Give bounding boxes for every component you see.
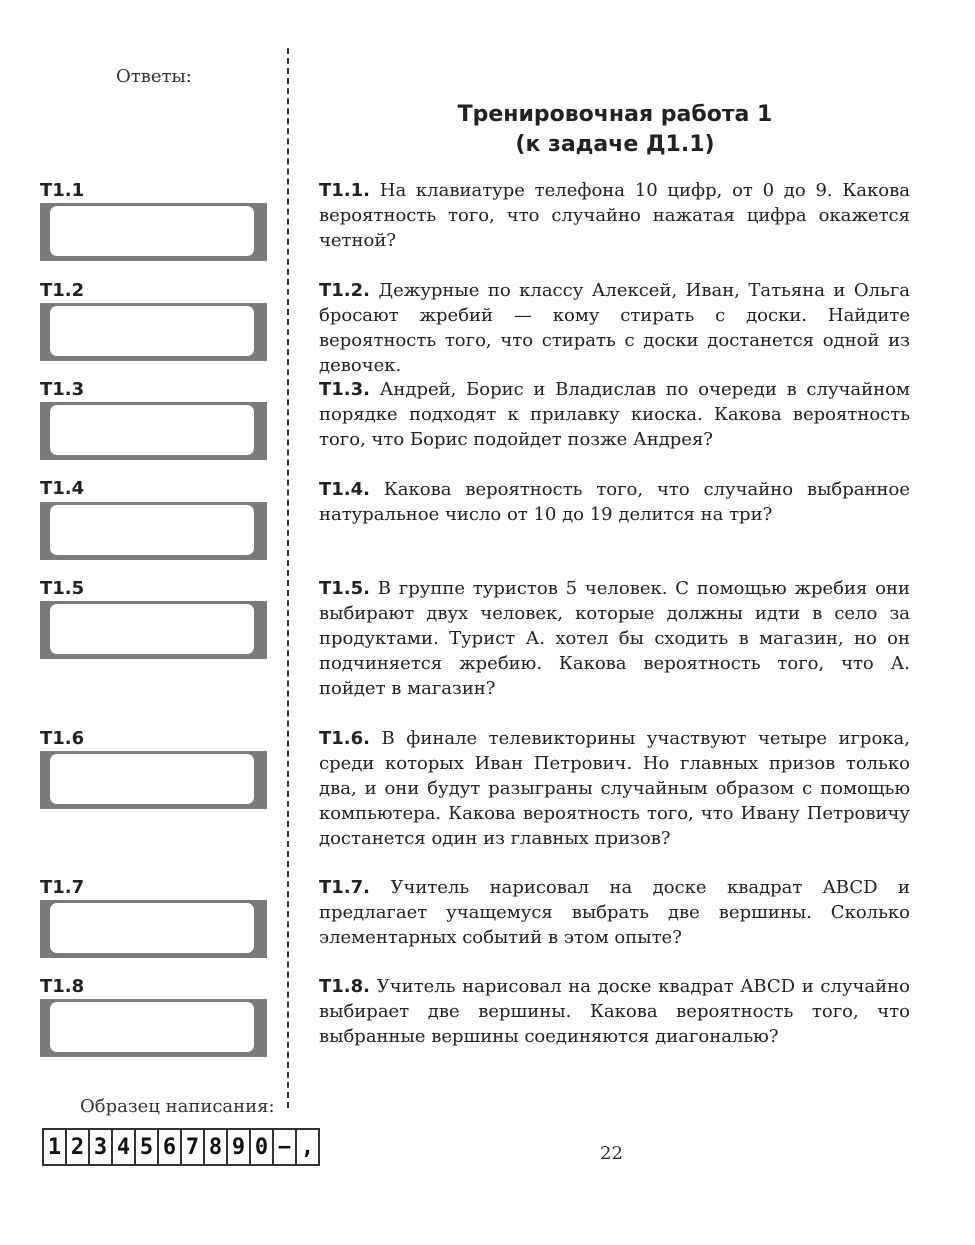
answer-box-t1-4[interactable] [40,502,267,560]
answer-box-t1-8[interactable] [40,999,267,1057]
answer-box-t1-7[interactable] [40,900,267,958]
task-text: Учитель нарисовал на доске квадрат ABCD и предлагает учащемуся выбрать две вершины. Сколько элементарных событий в этом опыте? [319,877,910,948]
task-number: Т1.8. [319,976,371,997]
task-number: Т1.5. [319,578,371,599]
answer-field[interactable] [50,1002,254,1052]
task-text: Какова вероятность того, что случайно выбранное натуральное число от 10 до 19 делится на три? [319,479,910,525]
answer-label-t1-1: Т1.1 [40,180,85,201]
dashed-divider [287,48,289,1108]
task-text: Дежурные по классу Алексей, Иван, Татьяна и Ольга бросают жребий — кому стирать с доски. Найдите вероятность того, что стирать с доски достанется одной из девочек. [319,280,910,376]
answer-box-t1-3[interactable] [40,402,267,460]
sample-digit: 9 [226,1128,251,1166]
answer-label-t1-3: Т1.3 [40,379,85,400]
sample-digit: 8 [203,1128,228,1166]
title-line-1: Тренировочная работа 1 [457,102,773,127]
task-text: В финале телевикторины участвуют четыре игрока, среди которых Иван Петрович. Но главных призов только два, и они будут разыграны случайным образом с помощью компьютера. Какова вероятность того, что Ивану Петровичу достанется один из главных призов? [319,728,910,849]
answers-heading: Ответы: [116,66,192,87]
answer-field[interactable] [50,903,254,953]
task-t1-4 [319,477,910,527]
task-number: Т1.2. [319,280,371,301]
title-line-2: (к задаче Д1.1) [515,132,715,157]
answer-field[interactable] [50,604,254,654]
sample-label: Образец написания: [80,1096,275,1117]
sample-digit: 1 [42,1128,67,1166]
answer-field[interactable] [50,405,254,455]
page-number: 22 [600,1143,623,1164]
answer-label-t1-4: Т1.4 [40,478,85,499]
answer-label-t1-5: Т1.5 [40,578,85,599]
answer-label-t1-2: Т1.2 [40,280,85,301]
task-text: На клавиатуре телефона 10 цифр, от 0 до 9. Какова вероятность того, что случайно нажатая цифра окажется четной? [319,180,910,251]
sample-digit: 4 [111,1128,136,1166]
answer-label-t1-8: Т1.8 [40,976,85,997]
sample-digit: 7 [180,1128,205,1166]
answer-box-t1-6[interactable] [40,751,267,809]
task-t1-3 [319,377,910,452]
task-number: Т1.7. [319,877,371,898]
answer-field[interactable] [50,754,254,804]
sample-digit: − [272,1128,297,1166]
task-number: Т1.6. [319,728,371,749]
task-text: Андрей, Борис и Владислав по очереди в случайном порядке подходят к прилавку киоска. Какова вероятность того, что Борис подойдет позже Андрея? [319,379,910,450]
sample-digit: 5 [134,1128,159,1166]
sample-digit: 0 [249,1128,274,1166]
task-text: Учитель нарисовал на доске квадрат ABCD и случайно выбирает две вершины. Какова вероятность того, что выбранные вершины соединяются диагональю? [319,976,911,1047]
task-t1-1 [319,178,910,253]
sample-digit: , [295,1128,320,1166]
task-number: Т1.3. [319,379,371,400]
sample-digit: 3 [88,1128,113,1166]
sample-digit: 6 [157,1128,182,1166]
task-number: Т1.1. [319,180,371,201]
answer-field[interactable] [50,206,254,256]
answer-field[interactable] [50,306,254,356]
task-t1-7 [319,875,910,950]
task-t1-2 [319,278,910,378]
page-title [440,100,790,160]
sample-digits [42,1128,318,1166]
task-text: В группе туристов 5 человек. С помощью жребия они выбирают двух человек, которые должны идти в село за продуктами. Турист А. хотел бы сходить в магазин, но он подчиняется жребию. Какова вероятность того, что А. пойдет в магазин? [319,578,910,699]
task-t1-8 [319,974,910,1049]
task-number: Т1.4. [319,479,371,500]
answer-box-t1-2[interactable] [40,303,267,361]
sample-digit: 2 [65,1128,90,1166]
answer-box-t1-1[interactable] [40,203,267,261]
answer-label-t1-7: Т1.7 [40,877,85,898]
answer-box-t1-5[interactable] [40,601,267,659]
task-t1-6 [319,726,910,851]
answer-field[interactable] [50,505,254,555]
task-t1-5 [319,576,910,701]
answer-label-t1-6: Т1.6 [40,728,85,749]
